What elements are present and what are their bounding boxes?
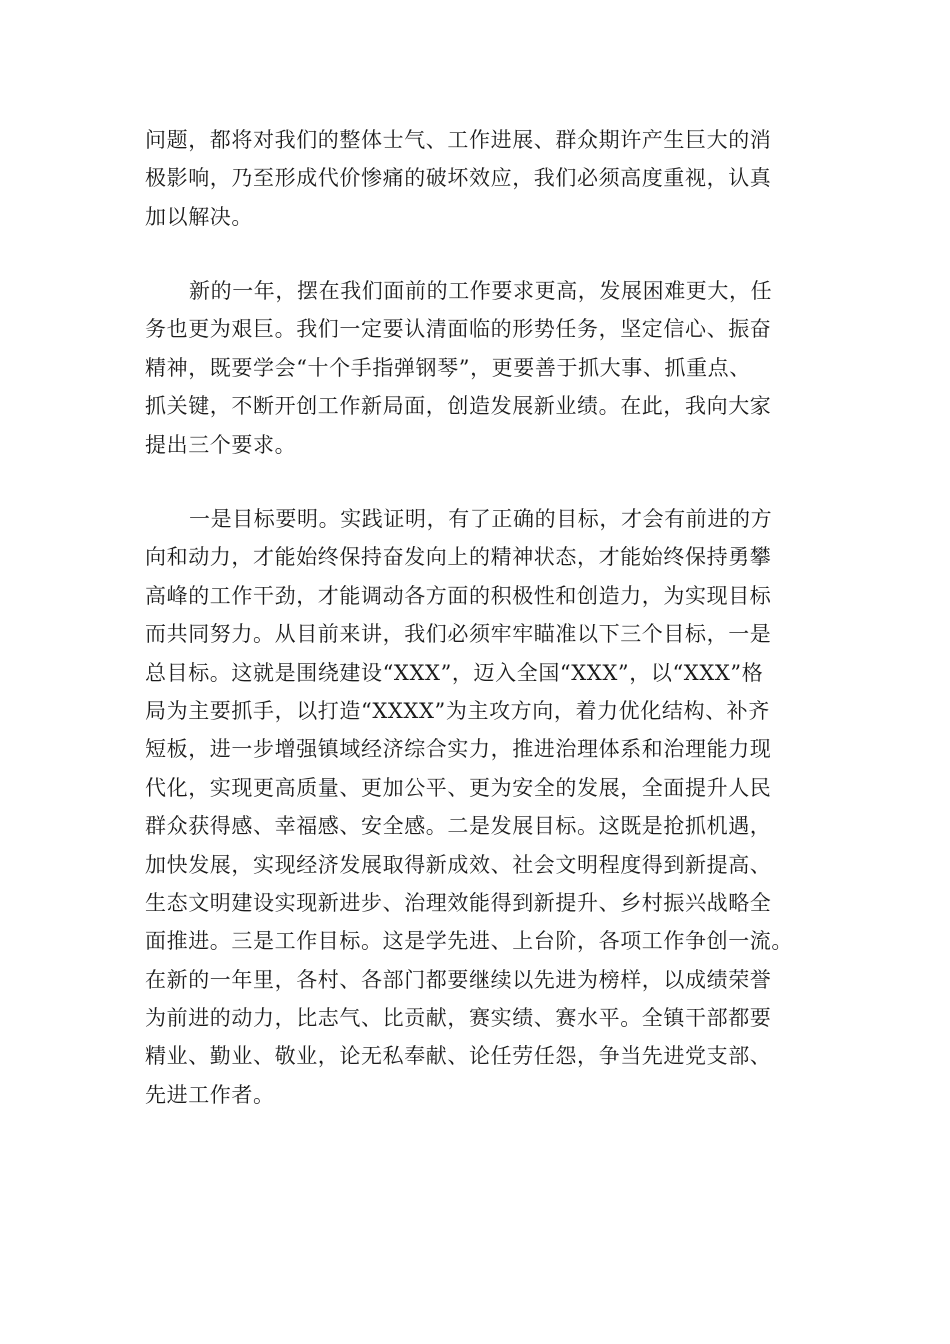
text-line: 在新的一年里，各村、各部门都要继续以先进为榜样，以成绩荣誉 <box>145 967 772 992</box>
text-line: 问题，都将对我们的整体士气、工作进展、群众期许产生巨大的消 <box>145 128 772 152</box>
text-line: 高峰的工作干劲，才能调动各方面的积极性和创造力，为实现目标 <box>145 583 772 608</box>
text-line: 极影响，乃至形成代价惨痛的破坏效应，我们必须高度重视，认真 <box>145 166 772 191</box>
paragraph-clear-goals <box>145 500 805 1114</box>
text-line: 群众获得感、幸福感、安全感。二是发展目标。这既是抢抓机遇， <box>145 814 772 839</box>
text-line: 局为主要抓手，以打造“XXXX”为主攻方向，着力优化结构、补齐 <box>145 698 770 723</box>
text-line: 先进工作者。 <box>145 1082 275 1107</box>
text-line: 抓关键，不断开创工作新局面，创造发展新业绩。在此，我向大家 <box>145 394 772 419</box>
text-line: 短板，进一步增强镇域经济综合实力，推进治理体系和治理能力现 <box>145 737 772 762</box>
text-line: 面推进。三是工作目标。这是学先进、上台阶，各项工作争创一流。 <box>145 929 793 954</box>
text-line: 向和动力，才能始终保持奋发向上的精神状态，才能始终保持勇攀 <box>145 545 772 570</box>
text-line: 而共同努力。从目前来讲，我们必须牢牢瞄准以下三个目标，一是 <box>145 622 772 647</box>
text-line: 务也更为艰巨。我们一定要认清面临的形势任务，坚定信心、振奋 <box>145 317 772 342</box>
text-line: 加以解决。 <box>145 204 253 229</box>
text-line: 精神，既要学会“十个手指弹钢琴”，更要善于抓大事、抓重点、 <box>145 355 751 380</box>
paragraph-problem-impact <box>145 121 805 236</box>
text-line: 新的一年，摆在我们面前的工作要求更高，发展困难更大，任 <box>189 279 773 303</box>
text-line: 代化，实现更高质量、更加公平、更为安全的发展，全面提升人民 <box>145 775 772 800</box>
paragraph-new-year-requirements <box>145 272 805 464</box>
text-line: 精业、勤业、敬业，论无私奉献、论任劳任怨，争当先进党支部、 <box>145 1044 772 1069</box>
text-line: 提出三个要求。 <box>145 432 297 457</box>
text-line: 一是目标要明。实践证明，有了正确的目标，才会有前进的方 <box>189 507 773 531</box>
text-line: 为前进的动力，比志气、比贡献，赛实绩、赛水平。全镇干部都要 <box>145 1006 772 1031</box>
text-line: 加快发展，实现经济发展取得新成效、社会文明程度得到新提高、 <box>145 852 772 877</box>
text-line: 总目标。这就是围绕建设“XXX”，迈入全国“XXX”，以“XXX”格 <box>145 660 764 685</box>
text-line: 生态文明建设实现新进步、治理效能得到新提升、乡村振兴战略全 <box>145 890 772 915</box>
